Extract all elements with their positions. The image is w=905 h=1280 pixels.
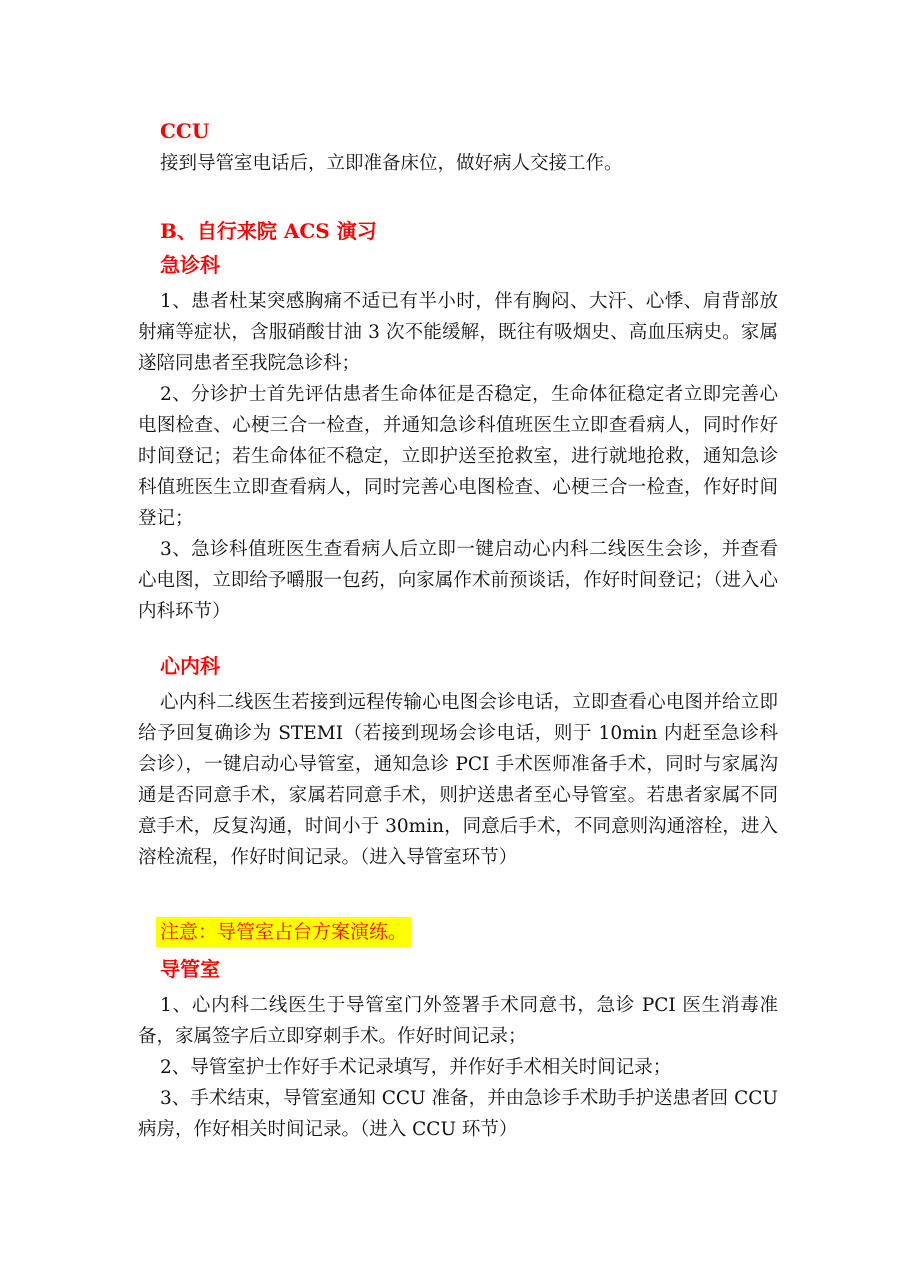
b-section-title: B、自行来院 ACS 演习 [160, 219, 377, 243]
emergency-paragraph-3: 3、急诊科值班医生查看病人后立即一键启动心内科二线医生会诊，并查看心电图，立即给予嚼服一包药，向家属作术前预谈话，作好时间登记；（进入心内科环节） [138, 539, 778, 622]
emergency-heading: 急诊科 [160, 253, 220, 277]
emergency-section [138, 252, 778, 627]
cardiology-section [138, 653, 778, 873]
emergency-paragraph-2: 2、分诊护士首先评估患者生命体征是否稳定，生命体征稳定者立即完善心电图检查、心梗三合一检查，并通知急诊科值班医生立即查看病人，同时作好时间登记；若生命体征不稳定，立即护送至抢救室，进行就地抢救，通知急诊科值班医生立即查看病人，同时完善心电图检查、心梗三合一检查，作好时间登记； [138, 384, 778, 529]
emergency-paragraph-1: 1、患者杜某突感胸痛不适已有半小时，伴有胸闷、大汗、心悸、肩背部放射痛等症状，含服硝酸甘油 3 次不能缓解，既往有吸烟史、高血压病史。家属遂陪同患者至我院急诊科； [138, 291, 778, 374]
ccu-body: 接到导管室电话后，立即准备床位，做好病人交接工作。 [160, 153, 623, 174]
cathlab-paragraph-3: 3、手术结束，导管室通知 CCU 准备，并由急诊手术助手护送患者回 CCU 病房，作好相关时间记录。（进入 CCU 环节） [138, 1088, 778, 1140]
highlighted-note: 注意：导管室占台方案演练。 [156, 917, 411, 947]
cathlab-paragraph-2: 2、导管室护士作好手术记录填写，并作好手术相关时间记录； [160, 1057, 672, 1078]
cardiology-heading: 心内科 [160, 654, 220, 678]
b-section-title-block [138, 218, 778, 244]
cardiology-paragraph-1: 心内科二线医生若接到远程传输心电图会诊电话，立即查看心电图并给立即给予回复确诊为 STEMI（若接到现场会诊电话，则于 10min 内赶至急诊科会诊），一键启动心导管室，通知急诊 PCI 手术医师准备手术，同时与家属沟通是否同意手术，家属若同意手术，则护送患者至心导管室。若患者家属不同意手术，反复沟通，时间小于 30min，同意后手术，不同意则沟通溶栓，进入溶栓流程，作好时间记录。（进入导管室环节） [138, 692, 778, 868]
cathlab-heading: 导管室 [160, 957, 220, 981]
note-block [138, 917, 778, 947]
ccu-heading: CCU [160, 119, 210, 143]
cathlab-section [138, 956, 778, 1145]
ccu-section [138, 118, 778, 179]
cathlab-paragraph-1: 1、心内科二线医生于导管室门外签署手术同意书，急诊 PCI 医生消毒准备，家属签字后立即穿刺手术。作好时间记录； [138, 995, 778, 1047]
